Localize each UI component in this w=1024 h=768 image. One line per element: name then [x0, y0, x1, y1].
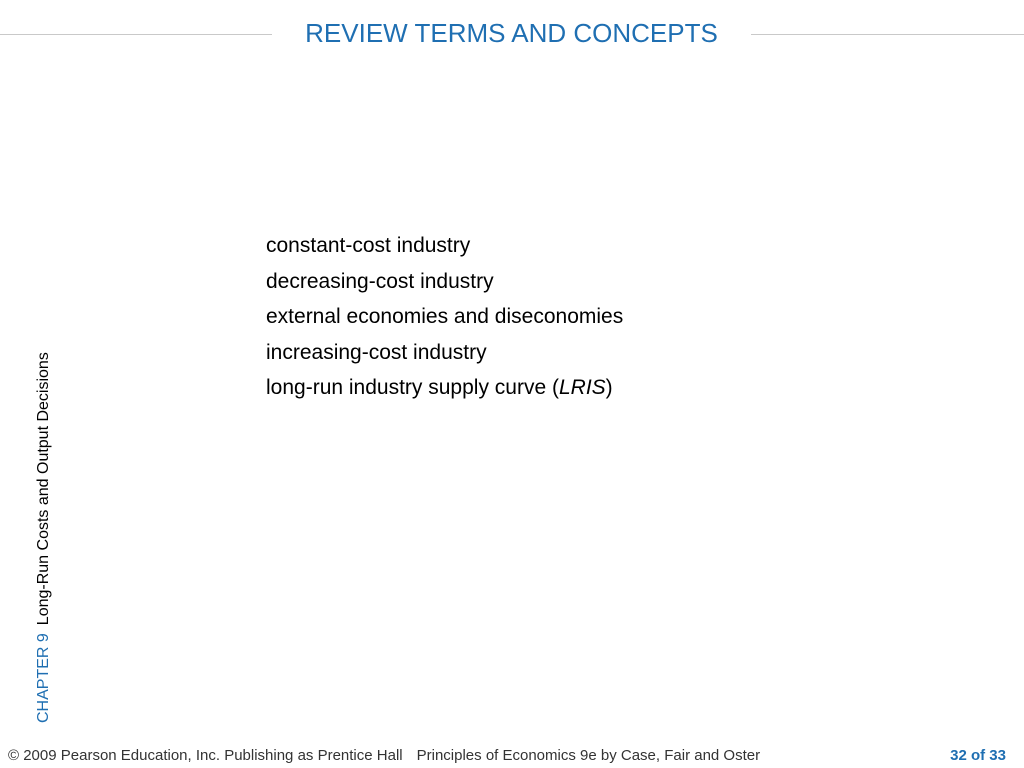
footer — [8, 747, 760, 765]
page-number: 32 of 33 — [950, 747, 1006, 764]
chapter-label: CHAPTER 9 — [35, 633, 52, 723]
term-text: long-run industry supply curve ( — [266, 376, 559, 399]
term-text-closing: ) — [605, 376, 613, 399]
book-credit: Principles of Economics 9e by Case, Fair and Oster — [416, 747, 761, 764]
chapter-sidebar — [33, 352, 55, 723]
term-item: increasing-cost industry — [266, 340, 487, 364]
copyright-text: © 2009 Pearson Education, Inc. Publishing as Prentice Hall — [8, 747, 403, 764]
slide-title: REVIEW TERMS AND CONCEPTS — [305, 18, 718, 48]
term-abbreviation: LRIS — [558, 376, 606, 399]
term-item: constant-cost industry — [266, 234, 471, 257]
term-item: external economies and diseconomies — [266, 305, 624, 328]
chapter-subtitle: Long-Run Costs and Output Decisions — [35, 352, 52, 626]
term-item — [266, 370, 623, 406]
title-rule-right — [751, 34, 1024, 35]
term-item: decreasing-cost industry — [266, 269, 494, 293]
title-rule-left — [0, 34, 272, 35]
terms-list — [266, 228, 623, 406]
